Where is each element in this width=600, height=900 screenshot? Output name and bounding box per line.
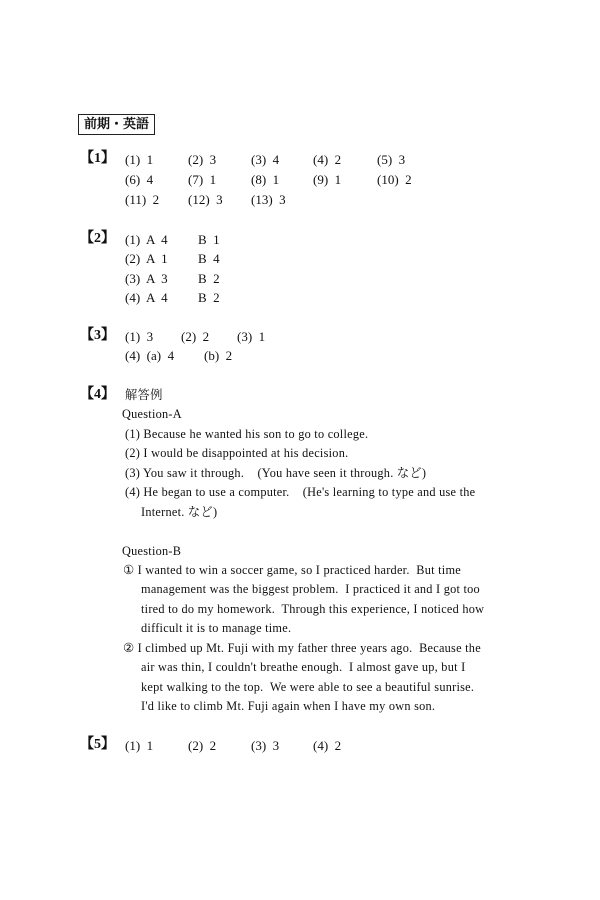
answer-item: B 1 <box>198 232 220 247</box>
answer-item: B 2 <box>198 290 220 305</box>
answer-item: (2) 3 <box>188 152 217 167</box>
answer-item: (4) A 4 <box>125 290 168 305</box>
answer-item: (1) A 4 <box>125 232 168 247</box>
answer-line: (3) You saw it through. (You have seen it through. など) <box>125 466 427 480</box>
answer-line: ① I wanted to win a soccer game, so I practiced harder. But time <box>123 563 461 577</box>
answer-item: (4) 2 <box>313 738 342 753</box>
section-label: 【5】 <box>80 737 115 752</box>
question-b-label: Question-B <box>122 544 182 558</box>
answer-line: (1) Because he wanted his son to go to college. <box>125 427 369 441</box>
answer-item: (11) 2 <box>125 192 160 207</box>
answer-item: (4) 2 <box>313 152 342 167</box>
answer-item: (12) 3 <box>188 192 223 207</box>
answer-line: difficult it is to manage time. <box>141 621 292 635</box>
answer-item: (4) (a) 4 <box>125 348 175 363</box>
answer-item: (1) 1 <box>125 738 154 753</box>
answer-line: (4) He began to use a computer. (He's learning to type and use the <box>125 485 476 499</box>
answer-line: (2) I would be disappointed at his decision. <box>125 446 349 460</box>
answer-item: (3) 1 <box>237 329 266 344</box>
section-label: 【4】 <box>80 387 115 402</box>
answer-line: kept walking to the top. We were able to see a beautiful sunrise. <box>141 680 475 694</box>
answer-item: (b) 2 <box>204 348 233 363</box>
answer-line: tired to do my homework. Through this experience, I noticed how <box>141 602 485 616</box>
question-a-label: Question-A <box>122 407 182 421</box>
answer-item: (1) 3 <box>125 329 154 344</box>
answer-item: B 4 <box>198 251 220 266</box>
answer-item: (8) 1 <box>251 172 280 187</box>
answer-item: (3) A 3 <box>125 271 168 286</box>
answer-item: (2) 2 <box>188 738 217 753</box>
answer-item: (10) 2 <box>377 172 412 187</box>
answer-line: air was thin, I couldn't breathe enough. I almost gave up, but I <box>141 660 466 674</box>
answer-item: (9) 1 <box>313 172 342 187</box>
answer-item: (3) 4 <box>251 152 280 167</box>
answer-item: (13) 3 <box>251 192 286 207</box>
answer-line: I'd like to climb Mt. Fuji again when I have my own son. <box>141 699 436 713</box>
answer-item: (2) A 1 <box>125 251 168 266</box>
answer-item: (3) 3 <box>251 738 280 753</box>
answer-item: (7) 1 <box>188 172 217 187</box>
page-title: 前期・英語 <box>78 114 155 135</box>
answer-item: (1) 1 <box>125 152 154 167</box>
answer-line: ② I climbed up Mt. Fuji with my father three years ago. Because the <box>123 641 481 655</box>
section-label: 【1】 <box>80 151 115 166</box>
example-answer-heading: 解答例 <box>125 388 163 402</box>
answer-line: Internet. など) <box>141 505 218 519</box>
answer-item: B 2 <box>198 271 220 286</box>
answer-item: (5) 3 <box>377 152 406 167</box>
answer-item: (2) 2 <box>181 329 210 344</box>
answer-line: management was the biggest problem. I practiced it and I got too <box>141 582 480 596</box>
section-label: 【3】 <box>80 328 115 343</box>
section-label: 【2】 <box>80 231 115 246</box>
answer-item: (6) 4 <box>125 172 154 187</box>
